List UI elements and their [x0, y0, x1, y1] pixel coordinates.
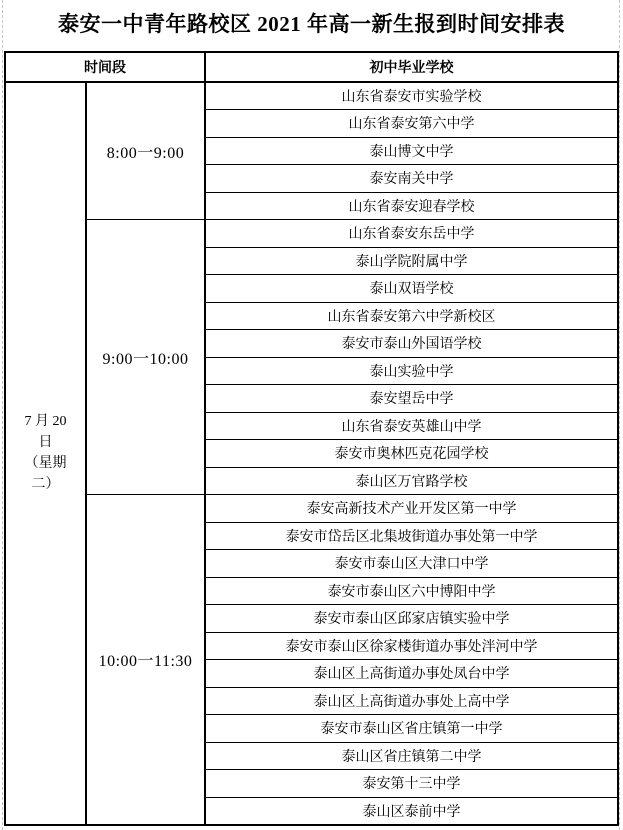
school-cell: 泰山区省庄镇第二中学 — [205, 742, 618, 770]
page-title: 泰安一中青年路校区 2021 年高一新生报到时间安排表 — [58, 12, 565, 36]
schedule-rows — [5, 82, 618, 825]
date-line: 7 月 20 — [24, 414, 67, 430]
school-cell: 泰安市泰山区省庄镇第一中学 — [205, 715, 618, 743]
school-cell: 泰安望岳中学 — [205, 385, 618, 413]
school-cell: 泰山博文中学 — [205, 137, 618, 165]
school-cell: 泰安市岱岳区北集坡街道办事处第一中学 — [205, 522, 618, 550]
left-margin-guide — [2, 0, 3, 830]
school-cell: 山东省泰安东岳中学 — [205, 220, 618, 248]
school-cell: 泰山实验中学 — [205, 357, 618, 385]
right-margin-guide — [619, 0, 620, 830]
date-line: 日 — [38, 435, 53, 451]
school-cell: 泰山区万官路学校 — [205, 467, 618, 495]
header-time-period: 时间段 — [5, 52, 205, 82]
date-line: 二） — [31, 477, 60, 493]
school-cell: 泰安市泰山外国语学校 — [205, 330, 618, 358]
date-cell — [5, 82, 86, 825]
header-row — [5, 52, 618, 82]
time-slot-cell: 8:00一9:00 — [86, 82, 205, 220]
school-cell: 泰安市泰山区六中博阳中学 — [205, 577, 618, 605]
school-cell: 山东省泰安第六中学新校区 — [205, 302, 618, 330]
time-slot-cell: 10:00一11:30 — [86, 495, 205, 825]
school-cell: 泰安高新技术产业开发区第一中学 — [205, 495, 618, 523]
school-cell: 泰山区上高街道办事处上高中学 — [205, 687, 618, 715]
table-row — [5, 82, 618, 110]
school-cell: 泰安第十三中学 — [205, 770, 618, 798]
school-cell: 山东省泰安第六中学 — [205, 110, 618, 138]
school-cell: 山东省泰安市实验学校 — [205, 82, 618, 110]
school-cell: 泰山区泰前中学 — [205, 797, 618, 825]
table-row — [5, 220, 618, 248]
school-cell: 泰安南关中学 — [205, 165, 618, 193]
table-row — [5, 495, 618, 523]
school-cell: 泰山学院附属中学 — [205, 247, 618, 275]
school-cell: 泰安市泰山区邱家店镇实验中学 — [205, 605, 618, 633]
time-slot-cell: 9:00一10:00 — [86, 220, 205, 495]
school-cell: 泰山区上高街道办事处凤台中学 — [205, 660, 618, 688]
school-cell: 泰安市泰山区大津口中学 — [205, 550, 618, 578]
header-school: 初中毕业学校 — [205, 52, 618, 82]
schedule-table — [4, 51, 619, 826]
school-cell: 泰安市泰山区徐家楼街道办事处泮河中学 — [205, 632, 618, 660]
school-cell: 山东省泰安迎春学校 — [205, 192, 618, 220]
school-cell: 山东省泰安英雄山中学 — [205, 412, 618, 440]
school-cell: 泰山双语学校 — [205, 275, 618, 303]
school-cell: 泰安市奥林匹克花园学校 — [205, 440, 618, 468]
date-line: （星期 — [24, 456, 67, 472]
